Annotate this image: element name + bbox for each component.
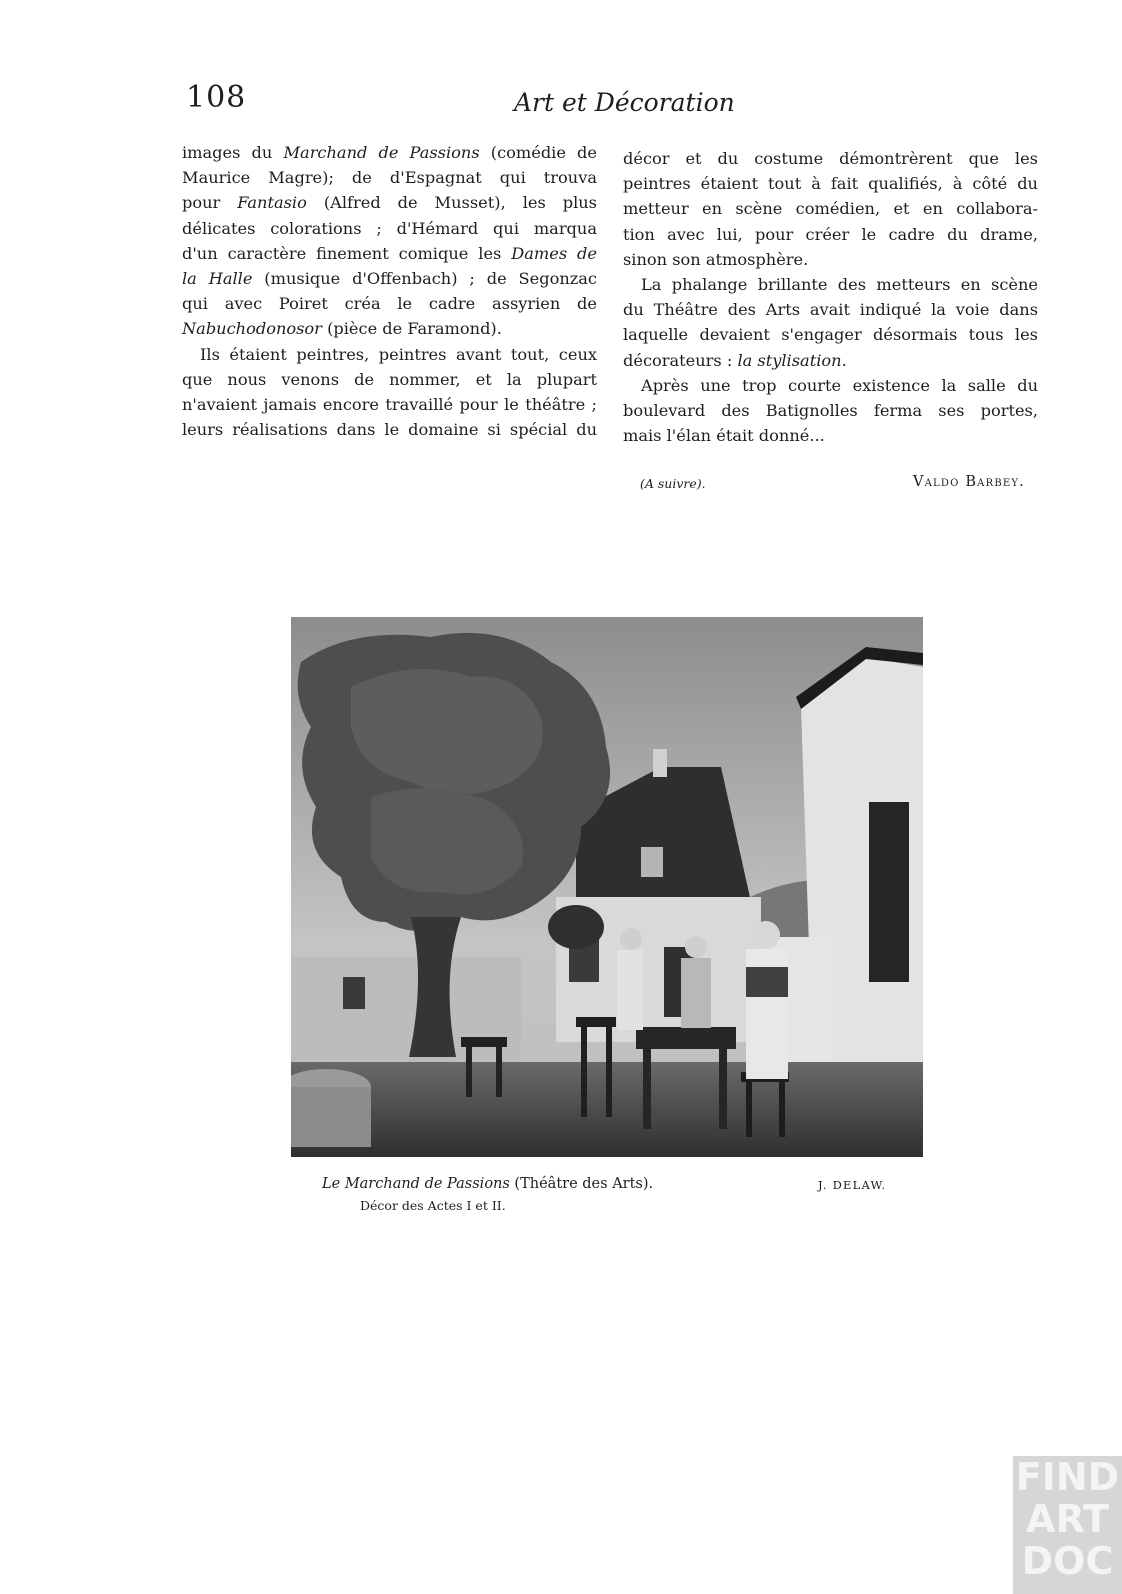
caption-title: Le Marchand de Passions (Théâtre des Arts).: [322, 1176, 654, 1192]
text-line: du Théâtre des Arts avait indiqué la voie dans: [623, 300, 1038, 320]
text-line: la Halle (musique d'Offenbach) ; de Segonzac: [182, 269, 598, 289]
text-line: leurs réalisations dans le domaine si spécial du: [182, 420, 597, 440]
author-signature: Valdo Barbey.: [912, 474, 1025, 490]
text-line: sinon son atmosphère.: [623, 249, 809, 269]
text-line: peintres étaient tout à fait qualifiés, à côté du: [623, 174, 1038, 194]
text-line: que nous venons de nommer, et la plupart: [182, 369, 597, 389]
text-line: laquelle devaient s'engager désormais tous les: [623, 325, 1038, 345]
text-line: Maurice Magre); de d'Espagnat qui trouva: [182, 168, 597, 188]
watermark-line: ART: [1026, 1497, 1109, 1541]
text-line: qui avec Poiret créa le cadre assyrien de: [182, 294, 597, 314]
text-line: La phalange brillante des metteurs en scène: [641, 275, 1038, 295]
stage-set-photograph: [291, 617, 923, 1157]
text-line: pour Fantasio (Alfred de Musset), les plus: [182, 193, 597, 213]
text-line: délicates colorations ; d'Hémard qui marqua: [182, 218, 597, 238]
text-line: images du Marchand de Passions (comédie de: [182, 143, 597, 162]
text-line: Ils étaient peintres, peintres avant tout, ceux: [200, 344, 597, 364]
a-suivre-note: (A suivre).: [640, 476, 706, 491]
text-line: Nabuchodonosor (pièce de Faramond).: [182, 319, 502, 339]
caption-subtitle: Décor des Actes I et II.: [360, 1198, 506, 1213]
right-column: [623, 146, 1038, 448]
signoff: [640, 475, 1025, 497]
text-line: décorateurs : la stylisation.: [623, 350, 847, 370]
text-line: tion avec lui, pour créer le cadre du drame,: [623, 224, 1038, 244]
running-title: Art et Décoration: [514, 88, 735, 117]
text-line: n'avaient jamais encore travaillé pour le théâtre ;: [182, 395, 597, 415]
photo-credit: J. DELAW.: [818, 1178, 887, 1192]
left-column: [182, 140, 597, 442]
figure-caption: [322, 1173, 653, 1217]
text-line: metteur en scène comédien, et en collabora-: [623, 199, 1038, 219]
text-line: décor et du costume démontrèrent que les: [623, 149, 1038, 168]
findartdoc-watermark: [1013, 1456, 1122, 1594]
watermark-line: FIND: [1015, 1455, 1120, 1499]
text-line: mais l'élan était donné...: [623, 426, 825, 446]
text-line: d'un caractère finement comique les Dames de: [182, 243, 597, 263]
text-line: boulevard des Batignolles ferma ses portes,: [623, 401, 1038, 421]
page-number: 108: [186, 80, 247, 115]
watermark-line: DOC: [1021, 1539, 1114, 1583]
text-line: Après une trop courte existence la salle du: [641, 375, 1038, 395]
